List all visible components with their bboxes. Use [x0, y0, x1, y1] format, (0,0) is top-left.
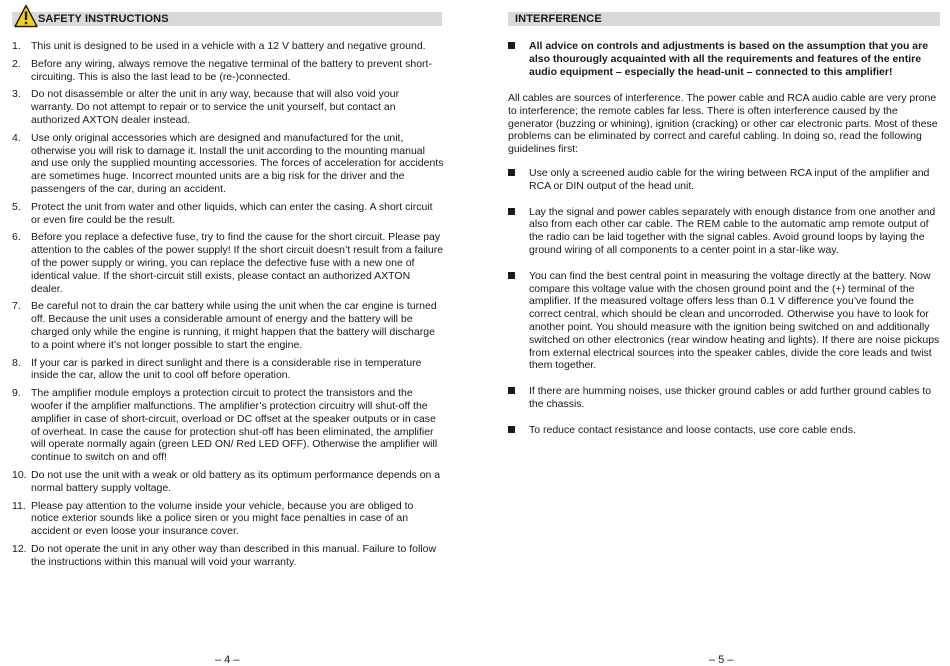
safety-instructions-header: SAFETY INSTRUCTIONS — [12, 12, 442, 26]
list-item — [12, 300, 444, 351]
guideline-text: Use only a screened audio cable for the wiring between RCA input of the amplifier and RCA or DIN output of the head unit. — [529, 167, 930, 192]
square-bullet-icon — [508, 426, 515, 433]
list-item — [12, 88, 444, 126]
list-item — [12, 231, 444, 295]
list-item — [508, 206, 940, 257]
list-item — [508, 424, 940, 437]
item-text: The amplifier module employs a protection circuit to protect the transistors and the woofer if the amplifier malfunctions. The amplifier’s protection circuitry will shut-off the amplifier in case of short-circuit, overload or DC offset at the speaker outputs or in case of overheat. In case the cause for protection shut-off has been eliminated, the amplifier will operate normally again (green LED ON/ Red LED OFF). Otherwise the amplifier will continue to switch on and off! — [31, 387, 438, 464]
guidelines-list — [508, 167, 940, 450]
square-bullet-icon — [508, 169, 515, 176]
item-text: Use only original accessories which are designed and manufactured for the unit, otherwise you will risk to damage it. Install the unit according to the mounting manual and use only the supplied mounting accessories. The forces of acceleration for accidents are sometimes huge. Incorrect mounted units are a big risk for the driver and the passengers of the car, during an accident. — [31, 131, 444, 195]
square-bullet-icon — [508, 208, 515, 215]
list-item — [508, 270, 940, 372]
item-text: Protect the unit from water and other liquids, which can enter the casing. A short circuit or even fire could be the result. — [31, 200, 433, 226]
right-page — [475, 0, 950, 665]
square-bullet-icon — [508, 272, 515, 279]
page-number: – 4 – — [215, 654, 240, 666]
item-number: 8. — [12, 356, 21, 369]
page-number: – 5 – — [709, 654, 734, 666]
interference-intro: All cables are sources of interference. The power cable and RCA audio cable are very prone to interference; the remote cables far less. There is often interference caused by the generator (buzzing or whining), ignition (cracking) or other car electronic parts. Most of these problems can be eliminated by correct and careful cabling. In doing so, read the following guidelines first: — [508, 92, 938, 156]
guideline-text: Lay the signal and power cables separately with enough distance from one another and also from each other car cable. The REM cable to the automatic amp remote output of the radio can be laid together with the signal cables. Avoid ground loops by laying the ground wiring of all components to a center point in a star-like way. — [529, 205, 936, 256]
assumption-note-text: All advice on controls and adjustments is based on the assumption that you are also thourougly acquainted with all the requirements and features of the entire audio equipment – especially the head-unit – connected to this amplifier! — [529, 40, 929, 78]
list-item — [12, 201, 444, 227]
list-item — [508, 167, 940, 193]
item-number: 11. — [12, 499, 26, 512]
item-number: 12. — [12, 542, 27, 555]
item-text: Before you replace a defective fuse, try to find the cause for the short circuit. Please pay attention to the cables of the power supply! If the short circuit doesn’t result from a failure of the power supply or wiring, you can replace the defective fuse with a new one of identical value. If the short-circuit still exists, please contact an authorized AXTON dealer. — [31, 231, 444, 295]
square-bullet-icon — [508, 387, 515, 394]
left-page — [0, 0, 475, 665]
item-number: 9. — [12, 387, 21, 400]
safety-instructions-list — [12, 40, 444, 573]
list-item — [12, 132, 444, 196]
item-number: 4. — [12, 131, 21, 144]
list-item — [12, 469, 444, 495]
item-text: Before any wiring, always remove the negative terminal of the battery to prevent short-circuiting. This is also the last lead to be (re-)connected. — [31, 57, 432, 83]
item-text: This unit is designed to be used in a vehicle with a 12 V battery and negative ground. — [31, 40, 426, 52]
item-text: If your car is parked in direct sunlight and there is a considerable rise in temperature inside the car, allow the unit to cool off before operation. — [31, 356, 422, 382]
item-text: Please pay attention to the volume inside your vehicle, because you are obliged to notice exterior sounds like a police siren or you might face penalties in case of an accident or even loose your insurance cover. — [31, 499, 414, 538]
item-number: 1. — [12, 40, 21, 52]
item-number: 5. — [12, 200, 21, 213]
list-item — [12, 58, 444, 84]
square-bullet-icon — [508, 42, 515, 49]
item-number: 10. — [12, 468, 27, 481]
item-text: Do not operate the unit in any other way than described in this manual. Failure to follow the instructions within this manual will void your warranty. — [31, 542, 437, 568]
guideline-text: To reduce contact resistance and loose contacts, use core cable ends. — [529, 423, 856, 436]
item-number: 3. — [12, 88, 21, 101]
list-item — [12, 357, 444, 383]
list-item — [12, 40, 444, 53]
item-number: 7. — [12, 300, 21, 313]
item-number: 2. — [12, 57, 21, 70]
assumption-note — [508, 40, 948, 78]
warning-triangle-icon — [14, 4, 38, 28]
item-text: Do not use the unit with a weak or old battery as its optimum performance depends on a normal battery supply voltage. — [31, 468, 441, 494]
list-item — [12, 387, 444, 464]
list-item — [508, 385, 940, 411]
guideline-text: If there are humming noises, use thicker ground cables or add further ground cables to the chassis. — [529, 385, 932, 410]
item-number: 6. — [12, 231, 21, 244]
item-text: Be careful not to drain the car battery while using the unit when the car engine is turned off. Because the unit uses a considerable amount of energy and the battery will be charged only while the engine is running, it might happen that the battery will discharge to a point where it’s not longer possible to start the engine. — [31, 300, 437, 351]
list-item — [12, 543, 444, 569]
item-text: Do not disassemble or alter the unit in any way, because that will also void your warranty. Do not attempt to repair or to service the unit yourself, but contact an authorized AXTON dealer instead. — [31, 88, 400, 126]
interference-header: INTERFERENCE — [508, 12, 940, 26]
list-item — [12, 500, 444, 538]
guideline-text: You can find the best central point in measuring the voltage directly at the battery. Now compare this voltage value with the chosen ground point and the (+) terminal of the amplifier. If the measured voltage offers less than 0.1 V difference you’ve found the correct central, which should be clean and uncorroded. Otherwise you have to look for another point. You should measure with the ignition being switched on and additionally switched on other electronics (rear window heating and lights). If there are noise pickups from external electrical sources into the speaker cables, divide the core leads and twist them together. — [529, 269, 940, 372]
